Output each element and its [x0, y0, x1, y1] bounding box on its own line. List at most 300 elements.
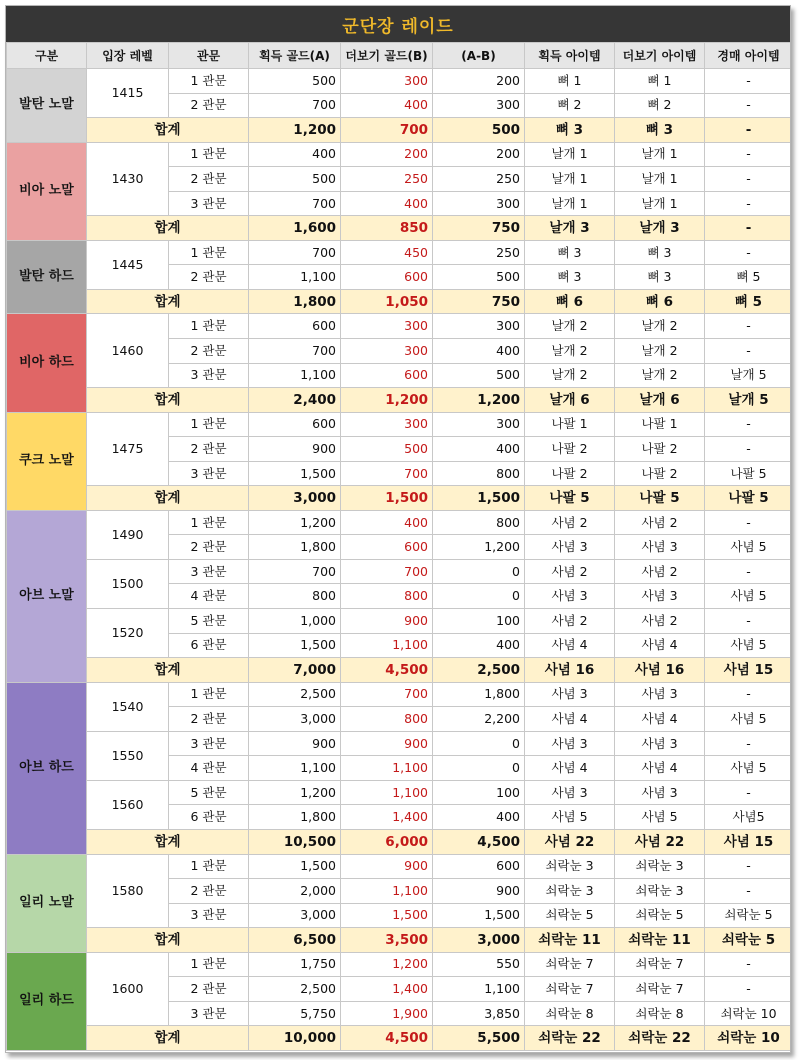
- gate-cell: 3 관문: [169, 363, 249, 388]
- more-gold-b-cell: 1,100: [341, 633, 433, 658]
- raid-category: 비아 하드: [7, 314, 87, 412]
- total-more-gold-b: 3,500: [341, 928, 433, 953]
- more-item-cell: 나팔 2: [615, 437, 705, 462]
- total-net-gold: 750: [433, 216, 525, 241]
- acquired-item-cell: 사념 4: [525, 756, 615, 781]
- more-gold-b-cell: 300: [341, 339, 433, 364]
- acquired-item-cell: 사념 3: [525, 535, 615, 560]
- acquired-item-cell: 사념 2: [525, 559, 615, 584]
- acquired-item-cell: 쇠락눈 8: [525, 1001, 615, 1026]
- auction-item-cell: 사념 5: [705, 707, 792, 732]
- gold-a-cell: 1,500: [249, 461, 341, 486]
- more-gold-b-cell: 1,100: [341, 780, 433, 805]
- gold-a-cell: 3,000: [249, 903, 341, 928]
- total-more-item: 나팔 5: [615, 486, 705, 511]
- gate-cell: 2 관문: [169, 437, 249, 462]
- acquired-item-cell: 쇠락눈 5: [525, 903, 615, 928]
- raid-table-body: [7, 69, 792, 1051]
- more-gold-b-cell: 400: [341, 191, 433, 216]
- total-more-item: 뼈 3: [615, 118, 705, 143]
- total-net-gold: 3,000: [433, 928, 525, 953]
- total-more-item: 쇠락눈 11: [615, 928, 705, 953]
- gold-a-cell: 600: [249, 314, 341, 339]
- total-auction-item: 사념 15: [705, 829, 792, 854]
- more-gold-b-cell: 700: [341, 682, 433, 707]
- acquired-item-cell: 날개 2: [525, 363, 615, 388]
- total-more-gold-b: 4,500: [341, 1026, 433, 1051]
- net-gold-cell: 0: [433, 559, 525, 584]
- more-item-cell: 사념 4: [615, 707, 705, 732]
- total-row: [7, 829, 792, 854]
- total-row: [7, 118, 792, 143]
- net-gold-cell: 400: [433, 633, 525, 658]
- acquired-item-cell: 날개 2: [525, 314, 615, 339]
- auction-item-cell: 사념5: [705, 805, 792, 830]
- total-auction-item: 나팔 5: [705, 486, 792, 511]
- total-more-gold-b: 850: [341, 216, 433, 241]
- gold-a-cell: 1,100: [249, 756, 341, 781]
- entry-level: 1490: [87, 510, 169, 559]
- entry-level: 1540: [87, 682, 169, 731]
- more-gold-b-cell: 400: [341, 510, 433, 535]
- gold-a-cell: 1,000: [249, 609, 341, 634]
- auction-item-cell: 사념 5: [705, 633, 792, 658]
- gate-cell: 3 관문: [169, 1001, 249, 1026]
- acquired-item-cell: 쇠락눈 3: [525, 879, 615, 904]
- table-row: [7, 731, 792, 756]
- total-more-item: 뼈 6: [615, 289, 705, 314]
- gate-cell: 4 관문: [169, 584, 249, 609]
- total-label: 합계: [87, 216, 249, 241]
- header-auction-item: 경매 아이템: [705, 43, 792, 69]
- more-item-cell: 날개 1: [615, 142, 705, 167]
- gate-cell: 3 관문: [169, 559, 249, 584]
- gold-a-cell: 3,000: [249, 707, 341, 732]
- header-acquired-item: 획득 아이템: [525, 43, 615, 69]
- more-gold-b-cell: 200: [341, 142, 433, 167]
- net-gold-cell: 550: [433, 952, 525, 977]
- gate-cell: 2 관문: [169, 93, 249, 118]
- raid-category: 발탄 노말: [7, 69, 87, 143]
- total-more-gold-b: 1,200: [341, 388, 433, 413]
- gate-cell: 2 관문: [169, 167, 249, 192]
- gold-a-cell: 1,800: [249, 805, 341, 830]
- net-gold-cell: 1,500: [433, 903, 525, 928]
- total-row: [7, 216, 792, 241]
- acquired-item-cell: 사념 4: [525, 707, 615, 732]
- total-gold-a: 6,500: [249, 928, 341, 953]
- more-item-cell: 쇠락눈 3: [615, 854, 705, 879]
- net-gold-cell: 3,850: [433, 1001, 525, 1026]
- net-gold-cell: 1,800: [433, 682, 525, 707]
- net-gold-cell: 100: [433, 780, 525, 805]
- total-label: 합계: [87, 118, 249, 143]
- gold-a-cell: 700: [249, 339, 341, 364]
- total-row: [7, 928, 792, 953]
- auction-item-cell: -: [705, 191, 792, 216]
- sheet-title: 군단장 레이드: [342, 16, 454, 37]
- header-more-item: 더보기 아이템: [615, 43, 705, 69]
- more-item-cell: 사념 4: [615, 756, 705, 781]
- more-item-cell: 쇠락눈 8: [615, 1001, 705, 1026]
- gate-cell: 5 관문: [169, 780, 249, 805]
- net-gold-cell: 800: [433, 461, 525, 486]
- table-row: [7, 240, 792, 265]
- total-acquired-item: 사념 16: [525, 658, 615, 683]
- more-item-cell: 사념 4: [615, 633, 705, 658]
- auction-item-cell: -: [705, 854, 792, 879]
- total-more-gold-b: 1,050: [341, 289, 433, 314]
- auction-item-cell: 쇠락눈 10: [705, 1001, 792, 1026]
- gold-a-cell: 2,000: [249, 879, 341, 904]
- raid-category: 비아 노말: [7, 142, 87, 240]
- total-net-gold: 2,500: [433, 658, 525, 683]
- net-gold-cell: 500: [433, 265, 525, 290]
- acquired-item-cell: 날개 2: [525, 339, 615, 364]
- total-auction-item: 사념 15: [705, 658, 792, 683]
- gate-cell: 4 관문: [169, 756, 249, 781]
- acquired-item-cell: 나팔 2: [525, 461, 615, 486]
- gold-a-cell: 700: [249, 240, 341, 265]
- more-gold-b-cell: 900: [341, 609, 433, 634]
- raid-category: 아브 노말: [7, 510, 87, 682]
- gate-cell: 1 관문: [169, 510, 249, 535]
- net-gold-cell: 0: [433, 584, 525, 609]
- total-row: [7, 658, 792, 683]
- more-item-cell: 날개 1: [615, 191, 705, 216]
- auction-item-cell: -: [705, 879, 792, 904]
- auction-item-cell: 나팔 5: [705, 461, 792, 486]
- more-gold-b-cell: 300: [341, 412, 433, 437]
- acquired-item-cell: 나팔 1: [525, 412, 615, 437]
- net-gold-cell: 300: [433, 314, 525, 339]
- raid-category: 일리 하드: [7, 952, 87, 1050]
- gate-cell: 2 관문: [169, 977, 249, 1002]
- net-gold-cell: 800: [433, 510, 525, 535]
- more-item-cell: 뼈 2: [615, 93, 705, 118]
- more-gold-b-cell: 300: [341, 314, 433, 339]
- entry-level: 1475: [87, 412, 169, 486]
- gold-a-cell: 700: [249, 191, 341, 216]
- gold-a-cell: 2,500: [249, 977, 341, 1002]
- more-item-cell: 뼈 3: [615, 240, 705, 265]
- total-gold-a: 1,200: [249, 118, 341, 143]
- raid-category: 아브 하드: [7, 682, 87, 854]
- more-gold-b-cell: 600: [341, 265, 433, 290]
- entry-level: 1600: [87, 952, 169, 1026]
- gate-cell: 1 관문: [169, 142, 249, 167]
- table-row: [7, 854, 792, 879]
- acquired-item-cell: 나팔 2: [525, 437, 615, 462]
- total-label: 합계: [87, 829, 249, 854]
- entry-level: 1460: [87, 314, 169, 388]
- acquired-item-cell: 날개 1: [525, 167, 615, 192]
- total-gold-a: 1,600: [249, 216, 341, 241]
- gate-cell: 2 관문: [169, 879, 249, 904]
- table-row: [7, 559, 792, 584]
- more-gold-b-cell: 700: [341, 559, 433, 584]
- gate-cell: 2 관문: [169, 339, 249, 364]
- table-row: [7, 314, 792, 339]
- acquired-item-cell: 날개 1: [525, 191, 615, 216]
- more-item-cell: 사념 2: [615, 609, 705, 634]
- more-gold-b-cell: 400: [341, 93, 433, 118]
- total-row: [7, 1026, 792, 1051]
- more-item-cell: 사념 3: [615, 780, 705, 805]
- title-bar: [6, 6, 790, 42]
- raid-sheet: [5, 5, 791, 1053]
- gold-a-cell: 1,100: [249, 363, 341, 388]
- gold-a-cell: 500: [249, 167, 341, 192]
- gate-cell: 6 관문: [169, 805, 249, 830]
- entry-level: 1445: [87, 240, 169, 289]
- entry-level: 1560: [87, 780, 169, 829]
- acquired-item-cell: 날개 1: [525, 142, 615, 167]
- gold-a-cell: 600: [249, 412, 341, 437]
- header-more-gold-b: 더보기 골드(B): [341, 43, 433, 69]
- total-acquired-item: 뼈 3: [525, 118, 615, 143]
- entry-level: 1415: [87, 69, 169, 118]
- net-gold-cell: 300: [433, 412, 525, 437]
- gate-cell: 1 관문: [169, 314, 249, 339]
- acquired-item-cell: 뼈 3: [525, 240, 615, 265]
- gold-a-cell: 500: [249, 69, 341, 94]
- gold-a-cell: 700: [249, 559, 341, 584]
- total-gold-a: 10,000: [249, 1026, 341, 1051]
- total-label: 합계: [87, 486, 249, 511]
- gold-a-cell: 1,800: [249, 535, 341, 560]
- more-item-cell: 사념 2: [615, 510, 705, 535]
- total-more-gold-b: 4,500: [341, 658, 433, 683]
- more-gold-b-cell: 450: [341, 240, 433, 265]
- auction-item-cell: 쇠락눈 5: [705, 903, 792, 928]
- auction-item-cell: -: [705, 780, 792, 805]
- entry-level: 1520: [87, 609, 169, 658]
- more-gold-b-cell: 1,400: [341, 977, 433, 1002]
- total-net-gold: 5,500: [433, 1026, 525, 1051]
- more-item-cell: 사념 3: [615, 535, 705, 560]
- net-gold-cell: 1,100: [433, 977, 525, 1002]
- more-item-cell: 쇠락눈 5: [615, 903, 705, 928]
- acquired-item-cell: 사념 4: [525, 633, 615, 658]
- gold-a-cell: 1,200: [249, 780, 341, 805]
- more-gold-b-cell: 500: [341, 437, 433, 462]
- acquired-item-cell: 사념 3: [525, 584, 615, 609]
- auction-item-cell: -: [705, 977, 792, 1002]
- more-gold-b-cell: 700: [341, 461, 433, 486]
- total-acquired-item: 뼈 6: [525, 289, 615, 314]
- total-auction-item: 쇠락눈 10: [705, 1026, 792, 1051]
- entry-level: 1580: [87, 854, 169, 928]
- net-gold-cell: 400: [433, 805, 525, 830]
- gold-a-cell: 1,500: [249, 633, 341, 658]
- gate-cell: 2 관문: [169, 535, 249, 560]
- total-row: [7, 486, 792, 511]
- total-auction-item: -: [705, 216, 792, 241]
- total-acquired-item: 사념 22: [525, 829, 615, 854]
- total-row: [7, 388, 792, 413]
- acquired-item-cell: 뼈 3: [525, 265, 615, 290]
- header-gate: 관문: [169, 43, 249, 69]
- total-more-item: 사념 16: [615, 658, 705, 683]
- acquired-item-cell: 쇠락눈 7: [525, 977, 615, 1002]
- header-category: 구분: [7, 43, 87, 69]
- total-acquired-item: 쇠락눈 11: [525, 928, 615, 953]
- auction-item-cell: -: [705, 437, 792, 462]
- total-auction-item: 뼈 5: [705, 289, 792, 314]
- auction-item-cell: 뼈 5: [705, 265, 792, 290]
- total-more-gold-b: 6,000: [341, 829, 433, 854]
- acquired-item-cell: 뼈 1: [525, 69, 615, 94]
- acquired-item-cell: 쇠락눈 3: [525, 854, 615, 879]
- total-more-item: 쇠락눈 22: [615, 1026, 705, 1051]
- more-gold-b-cell: 1,500: [341, 903, 433, 928]
- gold-a-cell: 800: [249, 584, 341, 609]
- table-row: [7, 780, 792, 805]
- auction-item-cell: -: [705, 93, 792, 118]
- total-label: 합계: [87, 388, 249, 413]
- total-acquired-item: 나팔 5: [525, 486, 615, 511]
- more-gold-b-cell: 900: [341, 731, 433, 756]
- total-gold-a: 7,000: [249, 658, 341, 683]
- total-gold-a: 2,400: [249, 388, 341, 413]
- auction-item-cell: -: [705, 412, 792, 437]
- auction-item-cell: 날개 5: [705, 363, 792, 388]
- auction-item-cell: -: [705, 314, 792, 339]
- table-row: [7, 142, 792, 167]
- more-gold-b-cell: 250: [341, 167, 433, 192]
- entry-level: 1550: [87, 731, 169, 780]
- more-item-cell: 사념 5: [615, 805, 705, 830]
- more-item-cell: 나팔 1: [615, 412, 705, 437]
- more-gold-b-cell: 900: [341, 854, 433, 879]
- gate-cell: 3 관문: [169, 461, 249, 486]
- more-item-cell: 뼈 1: [615, 69, 705, 94]
- auction-item-cell: -: [705, 142, 792, 167]
- gate-cell: 1 관문: [169, 682, 249, 707]
- more-item-cell: 날개 2: [615, 314, 705, 339]
- acquired-item-cell: 사념 5: [525, 805, 615, 830]
- more-item-cell: 사념 3: [615, 682, 705, 707]
- auction-item-cell: -: [705, 609, 792, 634]
- net-gold-cell: 1,200: [433, 535, 525, 560]
- auction-item-cell: -: [705, 559, 792, 584]
- auction-item-cell: -: [705, 339, 792, 364]
- more-item-cell: 사념 3: [615, 731, 705, 756]
- net-gold-cell: 250: [433, 167, 525, 192]
- net-gold-cell: 300: [433, 93, 525, 118]
- auction-item-cell: 사념 5: [705, 535, 792, 560]
- total-more-gold-b: 1,500: [341, 486, 433, 511]
- more-gold-b-cell: 1,100: [341, 756, 433, 781]
- total-net-gold: 750: [433, 289, 525, 314]
- total-auction-item: -: [705, 118, 792, 143]
- acquired-item-cell: 사념 3: [525, 731, 615, 756]
- table-row: [7, 682, 792, 707]
- header-gold-a: 획득 골드(A): [249, 43, 341, 69]
- total-more-gold-b: 700: [341, 118, 433, 143]
- total-net-gold: 500: [433, 118, 525, 143]
- more-gold-b-cell: 300: [341, 69, 433, 94]
- raid-table: [6, 42, 791, 1051]
- net-gold-cell: 500: [433, 363, 525, 388]
- gold-a-cell: 5,750: [249, 1001, 341, 1026]
- net-gold-cell: 2,200: [433, 707, 525, 732]
- net-gold-cell: 0: [433, 731, 525, 756]
- gold-a-cell: 900: [249, 437, 341, 462]
- more-item-cell: 나팔 2: [615, 461, 705, 486]
- auction-item-cell: -: [705, 510, 792, 535]
- total-label: 합계: [87, 658, 249, 683]
- gate-cell: 1 관문: [169, 412, 249, 437]
- more-item-cell: 날개 2: [615, 363, 705, 388]
- auction-item-cell: -: [705, 952, 792, 977]
- gate-cell: 6 관문: [169, 633, 249, 658]
- more-item-cell: 사념 2: [615, 559, 705, 584]
- total-gold-a: 10,500: [249, 829, 341, 854]
- total-acquired-item: 날개 6: [525, 388, 615, 413]
- gate-cell: 3 관문: [169, 903, 249, 928]
- table-row: [7, 952, 792, 977]
- total-acquired-item: 날개 3: [525, 216, 615, 241]
- gate-cell: 2 관문: [169, 265, 249, 290]
- net-gold-cell: 200: [433, 69, 525, 94]
- auction-item-cell: -: [705, 240, 792, 265]
- raid-category: 쿠크 노말: [7, 412, 87, 510]
- raid-category: 일리 노말: [7, 854, 87, 952]
- header-row: [7, 43, 792, 69]
- more-gold-b-cell: 800: [341, 584, 433, 609]
- net-gold-cell: 400: [433, 437, 525, 462]
- more-gold-b-cell: 600: [341, 535, 433, 560]
- more-item-cell: 사념 3: [615, 584, 705, 609]
- gold-a-cell: 400: [249, 142, 341, 167]
- total-more-item: 날개 3: [615, 216, 705, 241]
- table-row: [7, 510, 792, 535]
- net-gold-cell: 900: [433, 879, 525, 904]
- gate-cell: 1 관문: [169, 240, 249, 265]
- gold-a-cell: 700: [249, 93, 341, 118]
- total-gold-a: 1,800: [249, 289, 341, 314]
- auction-item-cell: 사념 5: [705, 756, 792, 781]
- gold-a-cell: 1,200: [249, 510, 341, 535]
- total-auction-item: 날개 5: [705, 388, 792, 413]
- acquired-item-cell: 뼈 2: [525, 93, 615, 118]
- raid-category: 발탄 하드: [7, 240, 87, 314]
- net-gold-cell: 100: [433, 609, 525, 634]
- more-item-cell: 날개 2: [615, 339, 705, 364]
- more-item-cell: 날개 1: [615, 167, 705, 192]
- table-row: [7, 69, 792, 94]
- auction-item-cell: -: [705, 69, 792, 94]
- total-label: 합계: [87, 289, 249, 314]
- acquired-item-cell: 쇠락눈 7: [525, 952, 615, 977]
- more-gold-b-cell: 600: [341, 363, 433, 388]
- net-gold-cell: 600: [433, 854, 525, 879]
- auction-item-cell: -: [705, 167, 792, 192]
- more-item-cell: 쇠락눈 7: [615, 977, 705, 1002]
- total-more-item: 사념 22: [615, 829, 705, 854]
- gold-a-cell: 1,500: [249, 854, 341, 879]
- net-gold-cell: 200: [433, 142, 525, 167]
- more-gold-b-cell: 1,900: [341, 1001, 433, 1026]
- net-gold-cell: 400: [433, 339, 525, 364]
- acquired-item-cell: 사념 3: [525, 780, 615, 805]
- gold-a-cell: 1,750: [249, 952, 341, 977]
- acquired-item-cell: 사념 2: [525, 510, 615, 535]
- auction-item-cell: -: [705, 731, 792, 756]
- gate-cell: 1 관문: [169, 854, 249, 879]
